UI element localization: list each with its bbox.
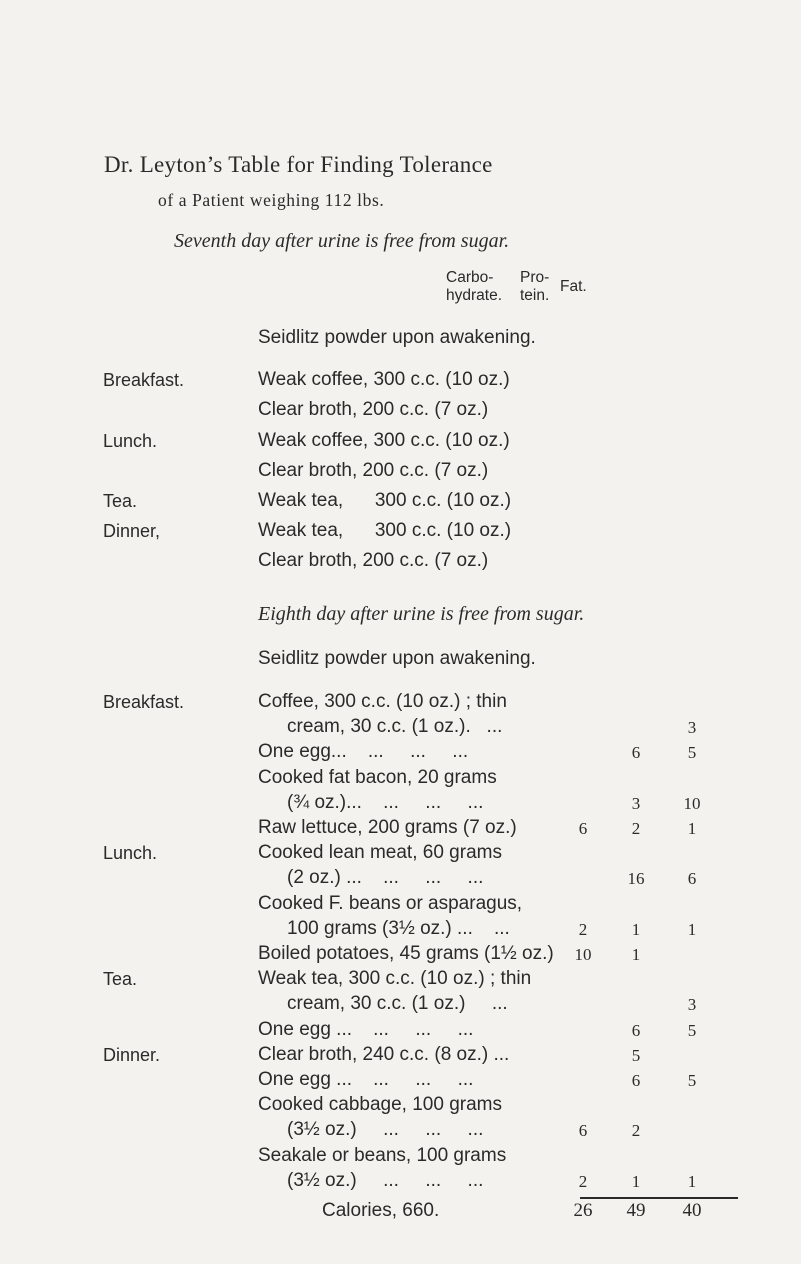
food-row: (2 oz.) ... ... ... ... [287, 867, 484, 888]
value-carbo: 2 [578, 920, 588, 939]
value-pro: 16 [627, 869, 645, 888]
page-subtitle: of a Patient weighing 112 lbs. [158, 190, 385, 210]
meal-label: Breakfast. [103, 692, 185, 712]
value-pro: 6 [631, 1021, 641, 1040]
seventh-note: Seidlitz powder upon awakening. [258, 327, 536, 348]
total-carbo: 26 [573, 1200, 593, 1221]
value-carbo: 6 [578, 1121, 588, 1140]
total-pro: 49 [626, 1200, 646, 1221]
meal-label: Tea. [103, 969, 138, 989]
food-row: Clear broth, 200 c.c. (7 oz.) [258, 460, 489, 481]
food-row: Cooked lean meat, 60 grams [258, 842, 502, 863]
food-row: One egg ... ... ... ... [258, 1019, 474, 1040]
total-rule [580, 1197, 738, 1199]
food-row: Seakale or beans, 100 grams [258, 1145, 507, 1166]
value-pro: 3 [631, 794, 641, 813]
value-fat: 1 [687, 819, 697, 838]
food-row: Clear broth, 200 c.c. (7 oz.) [258, 399, 489, 420]
value-fat: 5 [687, 1021, 697, 1040]
food-row: Weak coffee, 300 c.c. (10 oz.) [258, 369, 510, 390]
food-row: Coffee, 300 c.c. (10 oz.) ; thin [258, 691, 507, 712]
food-row: Raw lettuce, 200 grams (7 oz.) [258, 817, 517, 838]
food-row: One egg... ... ... ... [258, 741, 469, 762]
value-fat: 5 [687, 1071, 697, 1090]
eighth-note: Seidlitz powder upon awakening. [258, 648, 536, 669]
col-header-protein: Pro- tein. [520, 269, 550, 304]
value-fat: 6 [687, 869, 697, 888]
value-pro: 1 [631, 920, 641, 939]
food-row: cream, 30 c.c. (1 oz.). ... [287, 716, 503, 737]
col-header-fat: Fat. [560, 278, 587, 295]
meal-label: Tea. [103, 491, 138, 511]
value-fat: 5 [687, 743, 697, 762]
food-row: Cooked F. beans or asparagus, [258, 893, 523, 914]
meal-label: Dinner, [103, 521, 161, 541]
value-pro: 2 [631, 1121, 641, 1140]
value-fat: 10 [683, 794, 701, 813]
food-row: 100 grams (3½ oz.) ... ... [287, 918, 510, 939]
food-row: cream, 30 c.c. (1 oz.) ... [287, 993, 508, 1014]
meal-label: Lunch. [103, 843, 158, 863]
food-row: Weak coffee, 300 c.c. (10 oz.) [258, 430, 510, 451]
food-row: (¾ oz.)... ... ... ... [287, 792, 484, 813]
food-row: Boiled potatoes, 45 grams (1½ oz.) [258, 943, 554, 964]
col-header-carbohydrate: Carbo- hydrate. [446, 269, 503, 304]
food-row: Cooked fat bacon, 20 grams [258, 767, 497, 788]
value-fat: 3 [687, 718, 697, 737]
value-pro: 2 [631, 819, 641, 838]
value-fat: 1 [687, 1172, 697, 1191]
value-carbo: 2 [578, 1172, 588, 1191]
value-pro: 6 [631, 1071, 641, 1090]
food-row: Clear broth, 240 c.c. (8 oz.) ... [258, 1044, 510, 1065]
meal-label: Dinner. [103, 1045, 161, 1065]
food-row: (3½ oz.) ... ... ... [287, 1170, 484, 1191]
food-row: Clear broth, 200 c.c. (7 oz.) [258, 550, 489, 571]
meal-label: Lunch. [103, 431, 158, 451]
value-fat: 3 [687, 995, 697, 1014]
food-row: Weak tea, 300 c.c. (10 oz.) [258, 520, 512, 541]
value-carbo: 10 [574, 945, 592, 964]
food-row: Weak tea, 300 c.c. (10 oz.) ; thin [258, 968, 532, 989]
value-pro: 5 [631, 1046, 641, 1065]
food-row: Weak tea, 300 c.c. (10 oz.) [258, 490, 512, 511]
value-pro: 6 [631, 743, 641, 762]
page-title: Dr. Leyton’s Table for Finding Tolerance [104, 152, 493, 177]
value-pro: 1 [631, 945, 641, 964]
total-fat: 40 [682, 1200, 702, 1221]
meal-label: Breakfast. [103, 370, 185, 390]
value-fat: 1 [687, 920, 697, 939]
eighth-day-heading: Eighth day after urine is free from sugar. [258, 603, 585, 625]
value-pro: 1 [631, 1172, 641, 1191]
food-row: One egg ... ... ... ... [258, 1069, 474, 1090]
food-row: (3½ oz.) ... ... ... [287, 1119, 484, 1140]
value-carbo: 6 [578, 819, 588, 838]
seventh-day-heading: Seventh day after urine is free from sugar. [174, 230, 510, 252]
calories-total-label: Calories, 660. [322, 1200, 440, 1221]
food-row: Cooked cabbage, 100 grams [258, 1094, 502, 1115]
